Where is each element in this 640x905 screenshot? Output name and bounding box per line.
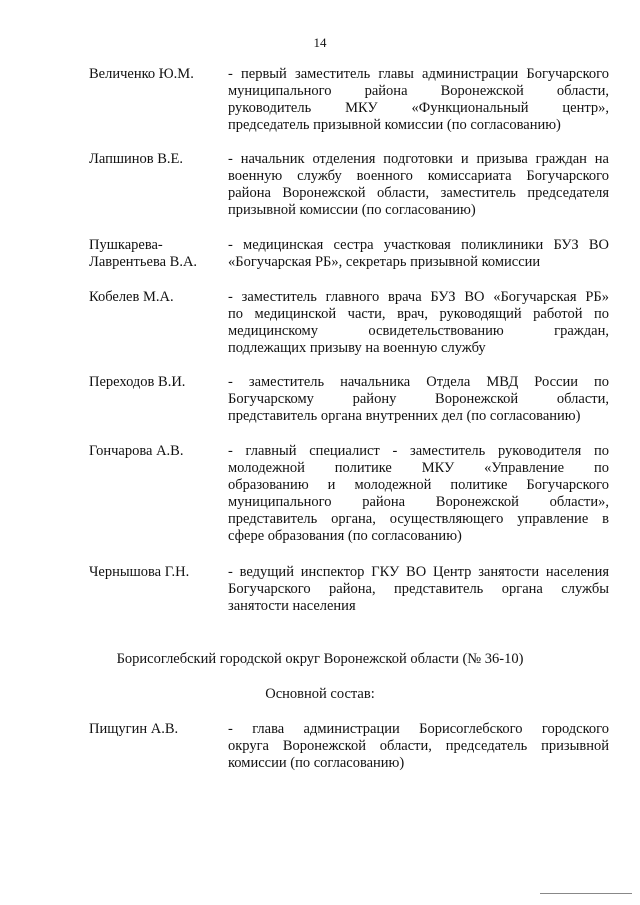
member-role: - первый заместитель главы администрации Богучарского муниципального района Воронежской области, руководитель МКУ «Функциональный центр», председатель призывной комиссии (по согласованию) — [228, 66, 609, 133]
member-name: Величенко Ю.М. — [89, 66, 194, 82]
member-name: Пушкарева- Лаврентьева В.А. — [89, 237, 198, 270]
member-name: Лапшинов В.Е. — [89, 151, 184, 167]
member-name: Гончарова А.В. — [89, 443, 184, 459]
member-role: - медицинская сестра участковая поликлиники БУЗ ВО «Богучарская РБ», секретарь призывной комиссии — [228, 237, 609, 270]
member-role: - глава администрации Борисоглебского городского округа Воронежской области, председатель призывной комиссии (по согласованию) — [228, 721, 609, 771]
section-title: Борисоглебский городской округ Воронежской области (№ 36-10) — [116, 651, 524, 667]
footer-rule — [540, 893, 632, 894]
page-number: 14 — [313, 35, 327, 50]
member-name: Чернышова Г.Н. — [89, 564, 190, 580]
member-name: Переходов В.И. — [89, 374, 186, 390]
member-role: - начальник отделения подготовки и призыва граждан на военную службу военного комиссариата Богучарского района Воронежской области, заместитель председателя призывной комиссии (по согласованию) — [228, 151, 609, 218]
member-role: - заместитель начальника Отдела МВД России по Богучарскому району Воронежской области, представитель органа внутренних дел (по согласованию) — [228, 374, 609, 424]
member-name: Кобелев М.А. — [89, 289, 174, 305]
member-role: - главный специалист - заместитель руководителя по молодежной политике МКУ «Управление по образованию и молодежной политике Богучарского муниципального района Воронежской области», представитель органа, осуществляющего управление в сфере образования (по согласованию) — [228, 443, 609, 544]
member-name: Пищугин А.В. — [89, 721, 179, 737]
member-role: - ведущий инспектор ГКУ ВО Центр занятости населения Богучарского района, представитель органа службы занятости населения — [228, 564, 609, 614]
member-role: - заместитель главного врача БУЗ ВО «Богучарская РБ» по медицинской части, врач, руководящий работой по медицинскому освидетельствованию граждан, подлежащих призыву на военную службу — [228, 289, 609, 356]
subsection-title: Основной состав: — [265, 686, 375, 702]
